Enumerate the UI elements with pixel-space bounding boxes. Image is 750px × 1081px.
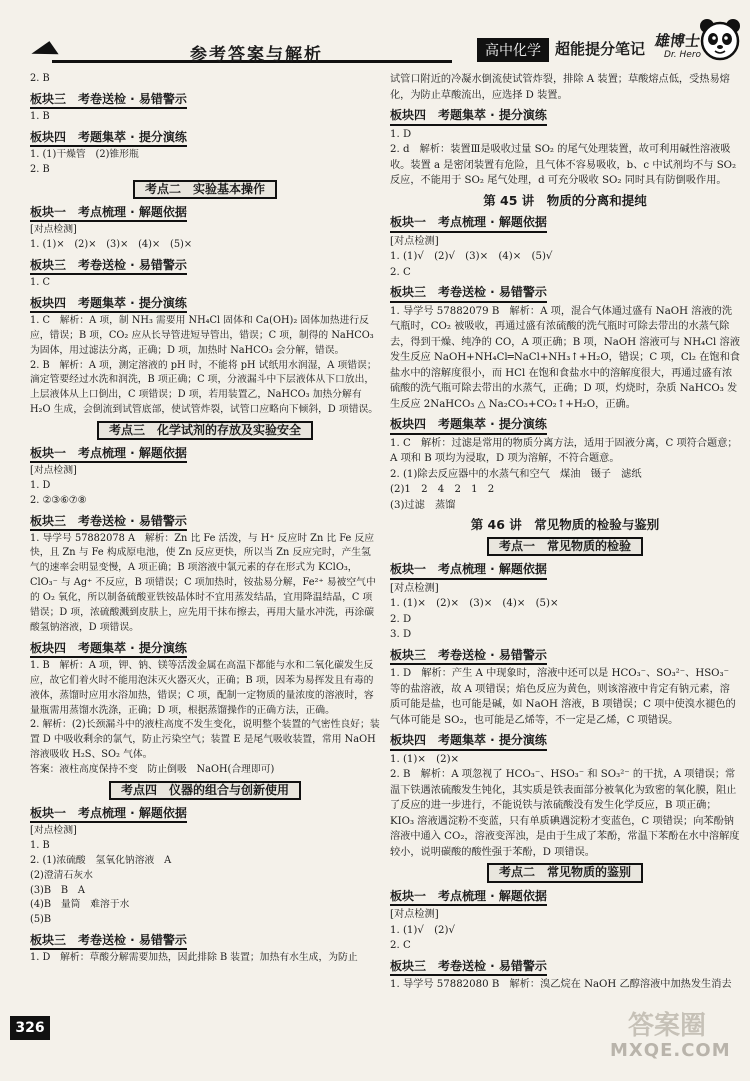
answer-text: 1. D [30, 479, 51, 491]
answer-text: 1. (1)× (2)× [390, 753, 460, 765]
answer-text: 2. C [390, 940, 411, 951]
answer-text: 1. B 解析：A 项，钾、钠、镁等活泼金属在高温下都能与水和二氧化碳发生反应，故它们着火时不能用泡沫灭火器灭火，正确；B 项，因苯为易挥发且有毒的液体，蒸馏时应用水浴加热，错误；C 项，配制一定物质的量浓度的溶液时，容量瓶需用蒸馏水洗涤，正确；D 项，根据蒸馏操作的正确方法，正确。 [30, 659, 374, 716]
answer-text: (2)1 2 4 2 1 2 [390, 484, 495, 495]
section-heading-row [390, 645, 740, 667]
answer-text: [对点检测] [390, 235, 439, 247]
answer-text: 2. (1)浓硫酸 氢氧化钠溶液 A [30, 854, 172, 866]
section-heading-row [390, 730, 740, 752]
answer-text: 2. (1)除去反应器中的水蒸气和空气 煤油 镊子 滤纸 [390, 468, 642, 480]
section-heading: 板块四 考题集萃 · 提分演练 [390, 732, 547, 751]
pen-tip-icon [31, 41, 58, 67]
answer-text: 2. C [390, 266, 411, 278]
topic-box-row [30, 421, 380, 440]
section-heading: 板块四 考题集萃 · 提分演练 [30, 129, 187, 147]
answer-text: 1. C [30, 276, 50, 288]
answer-text: 2. d 解析：装置Ⅲ是吸收过量 SO₂ 的尾气处理装置，故可利用碱性溶液吸收。装置 a 是密闭装置有危险，且气体不容易吸收，b、c 中试剂均不与 SO₂ 反应，不能用于 SO₂ 尾气处理，d 可充分吸收 SO₂ 同时具有防倒吸作用。 [390, 144, 737, 186]
topic-box-title: 考点二 实验基本操作 [133, 180, 277, 199]
brand-logo-text: 雄博士 [653, 32, 702, 50]
section-heading-row [30, 443, 380, 464]
panda-mascot-icon [697, 16, 743, 62]
answer-text: (3)过滤 蒸馏 [390, 499, 456, 511]
section-heading: 板块一 考点梳理 · 解题依据 [30, 805, 187, 823]
section-heading: 板块四 考题集萃 · 提分演练 [390, 416, 547, 435]
topic-box-title: 考点四 仪器的组合与创新使用 [109, 781, 301, 800]
section-heading: 板块一 考点梳理 · 解题依据 [390, 888, 547, 907]
answer-text: 1. B [30, 110, 50, 122]
section-heading: 板块三 考卷送检 · 易错警示 [390, 284, 547, 303]
answer-text: 3. D [390, 629, 412, 640]
answer-text: 1. (1)干燥管 (2)锥形瓶 [30, 148, 139, 160]
answer-text: 2. B 解析：A 项忽视了 HCO₃⁻、HSO₃⁻ 和 SO₃²⁻ 的干扰，A 项错误；常温下铁遇浓硫酸发生钝化，其实质是铁表面部分被氧化为致密的氧化膜，阻止了反应的进一步进行，不能说铁与浓硫酸没有发生化学反应，B 项正确；KIO₃ 溶液遇淀粉不变蓝，只有单质碘遇淀粉才变蓝色，C 项错误；向苯酚钠溶液中通入 CO₂，溶液变浑浊，是由于生成了苯酚，常温下苯酚在水中溶解度较小，说明碳酸的酸性强于苯酚，D 项错误。 [390, 769, 740, 858]
answer-text: 2. B [30, 73, 50, 84]
answer-text: (4)B 量筒 难溶于水 [30, 899, 130, 911]
section-heading-row [390, 282, 740, 304]
series-title: 超能提分笔记 [555, 40, 646, 58]
brand-logo-en: Dr. Hero [664, 50, 702, 60]
section-heading-row [30, 202, 380, 223]
topic-box-title: 考点三 化学试剂的存放及实验安全 [97, 421, 313, 440]
section-heading: 板块三 考卷送检 · 易错警示 [30, 91, 187, 109]
answer-text: (3)B B A [30, 884, 85, 896]
answer-text: 2. B 解析：A 项，测定溶液的 pH 时，不能将 pH 试纸用水润湿，A 项错误；滴定管要经过水洗和润洗，B 项正确；C 项，分液漏斗中下层液体从下口放出，上层液体从上口倒出，C 项错误；D 项，若用装置乙，NaHCO₃ 加热分解有 H₂O 生成，会倒流到试管底部，使试管炸裂，试管口应略向下倾斜，D 项错误。 [30, 359, 379, 416]
answer-text: 1. D 解析：草酸分解需要加热，因此排除 B 装置；加热有水生成，为防止 [30, 952, 358, 964]
answer-text: [对点检测] [390, 582, 439, 594]
section-heading-row [390, 414, 740, 436]
section-heading: 板块四 考题集萃 · 提分演练 [30, 295, 187, 313]
answer-text: (5)B [30, 914, 52, 926]
topic-box-row [390, 537, 740, 557]
section-heading: 板块三 考卷送检 · 易错警示 [30, 513, 187, 531]
answer-text: 2. D [390, 613, 412, 625]
topic-box-row [390, 863, 740, 883]
topic-box-title: 考点二 常见物质的鉴别 [487, 863, 643, 883]
section-heading-row [390, 559, 740, 581]
answer-text: 1. C 解析：A 项，制 NH₃ 需要用 NH₄Cl 固体和 Ca(OH)₂ 固体加热进行反应，错误；B 项，CO₂ 应从长导管进短导管出，错误；C 项，制得的 NaHCO₃ 为固体，用过滤法分离，正确；D 项，加热时 NaHCO₃ 会分解，错误。 [30, 314, 374, 356]
section-heading-row [390, 212, 740, 234]
lecture-title: 第 46 讲 常见物质的检验与鉴别 [470, 517, 660, 532]
section-heading-row [30, 930, 380, 951]
answer-text: 2. ②③⑥⑦⑧ [30, 494, 87, 506]
section-heading: 板块三 考卷送检 · 易错警示 [30, 257, 187, 275]
answer-text: 1. (1)√ (2)√ [390, 924, 455, 936]
answer-text: 1. (1)× (2)× (3)× (4)× (5)× [30, 239, 193, 251]
answer-text: 1. 导学号 57882078 A 解析：Zn 比 Fe 活泼，与 H⁺ 反应时 Zn 比 Fe 反应快，且 Zn 与 Fe 构成原电池，使 Zn 反应更快，所以当 Zn 反应完时，产生氢气的速率会明显变慢，A 项正确；B 项溶液中氯元素的存在形式为 KClO₃，ClO₃⁻ 与 Ag⁺ 不反应，B 项错误；C 项加热时，铵盐易分解，Fe²⁺ 易被空气中的 O₂ 氧化，所以制备硫酸亚铁铵晶体时不宜用蒸发结晶，宜用降温结晶，C 项错误；D 项，浓硫酸溅到皮肤上，应先用干抹布擦去，再用大量水冲洗，再涂碳酸氢钠溶液，D 项错误。 [30, 532, 376, 633]
section-heading-row [30, 127, 380, 148]
answer-text: 1. (1)× (2)× (3)× (4)× (5)× [390, 598, 559, 609]
answer-text: 1. D [390, 128, 412, 140]
answer-text: 2. 解析：(2)长颈漏斗中的液柱高度不发生变化，说明整个装置的气密性良好；装置 D 中吸收剩余的氯气，防止污染空气；装置 E 是尾气吸收装置，常用 NaOH 溶液吸收 H₂S、SO₂ 气体。 [30, 719, 380, 761]
answer-text: 1. 导学号 57882080 B 解析：溴乙烷在 NaOH 乙醇溶液中加热发生消去 [390, 979, 732, 990]
lecture-title: 第 45 讲 物质的分离和提纯 [483, 192, 647, 208]
section-heading: 板块三 考卷送检 · 易错警示 [390, 958, 547, 977]
section-heading: 板块一 考点梳理 · 解题依据 [30, 445, 187, 463]
answer-text: 答案：液柱高度保持不变 防止倒吸 NaOH(合理即可) [30, 764, 275, 776]
page-header [0, 0, 750, 70]
section-heading-row [30, 638, 380, 659]
answer-text: (2)澄清石灰水 [30, 869, 93, 881]
section-heading: 板块三 考卷送检 · 易错警示 [390, 647, 547, 666]
answer-text: [对点检测] [30, 464, 77, 476]
section-heading-row [30, 293, 380, 314]
topic-box-row [30, 180, 380, 199]
answer-text: 1. C 解析：过滤是常用的物质分离方法，适用于固液分离，C 项符合题意；A 项和 B 项均为浸取，D 项为溶解，不符合题意。 [390, 437, 738, 464]
answer-text: 1. D 解析：产生 A 中现象时，溶液中还可以是 HCO₃⁻、SO₃²⁻、HSO₃⁻ 等的盐溶液，故 A 项错误；焰色反应为黄色，则该溶液中肯定有钠元素，溶质可能是盐，也可能是碱，如 NaOH 溶液，B 项错误；C 项中使溴水褪色的气体可能是 SO₂，也可能是乙烯等，不一定是乙烯，C 项错误。 [390, 668, 736, 726]
section-heading-row [30, 89, 380, 110]
answer-text: 试管口附近的冷凝水倒流使试管炸裂，排除 A 装置；草酸熔点低，受热易熔化，为防止草酸流出，应选择 D 装置。 [390, 74, 730, 101]
section-heading-row [390, 956, 740, 978]
section-heading-row [390, 886, 740, 908]
section-heading: 板块四 考题集萃 · 提分演练 [30, 640, 187, 658]
section-heading: 板块一 考点梳理 · 解题依据 [390, 214, 547, 233]
section-heading: 板块一 考点梳理 · 解题依据 [30, 204, 187, 222]
answer-text: [对点检测] [30, 824, 77, 836]
answer-text: 1. B [30, 839, 50, 851]
topic-box-title: 考点一 常见物质的检验 [487, 537, 643, 557]
section-heading: 板块一 考点梳理 · 解题依据 [390, 561, 547, 580]
answer-text: [对点检测] [390, 909, 439, 920]
watermark-logo: 答案圈 [628, 1011, 707, 1041]
subject-badge: 高中化学 [477, 38, 549, 62]
page-number: 326 [10, 1016, 50, 1040]
section-heading-row [30, 803, 380, 824]
topic-box-row [30, 781, 380, 800]
answer-text: 1. 导学号 57882079 B 解析：A 项，混合气体通过盛有 NaOH 溶液的洗气瓶时，CO₂ 被吸收，再通过盛有浓硫酸的洗气瓶时可除去带出的水蒸气除去，得到干燥、纯净的 CO，A 项正确；B 项，NaOH 溶液可与 NH₄Cl 溶液发生反应 NaOH+NH₄Cl═NaCl+NH₃↑+H₂O，错误；C 项，Cl₂ 在饱和食盐水中的溶解度很小，而 HCl 在饱和食盐水中的溶解度很大，再通过盛有浓硫酸的洗气瓶可除去带出的水蒸气，正确；D 项，灼烧时，杂质 NaHCO₃ 发生反应 2NaHCO₃ △ Na₂CO₃+CO₂↑+H₂O，正确。 [390, 305, 740, 410]
left-column [30, 72, 380, 966]
answer-text: 1. (1)√ (2)√ (3)× (4)× (5)√ [390, 251, 553, 262]
header-title: 参考答案与解析 [190, 45, 323, 65]
answer-text: 2. B [30, 163, 50, 175]
section-heading-row [30, 255, 380, 276]
watermark-url: MXQE.COM [610, 1040, 731, 1061]
section-heading: 板块四 考题集萃 · 提分演练 [390, 107, 547, 126]
section-heading-row [390, 105, 740, 127]
right-column [390, 72, 740, 993]
section-heading: 板块三 考卷送检 · 易错警示 [30, 932, 187, 950]
section-heading-row [30, 511, 380, 532]
answer-text: [对点检测] [30, 224, 77, 236]
